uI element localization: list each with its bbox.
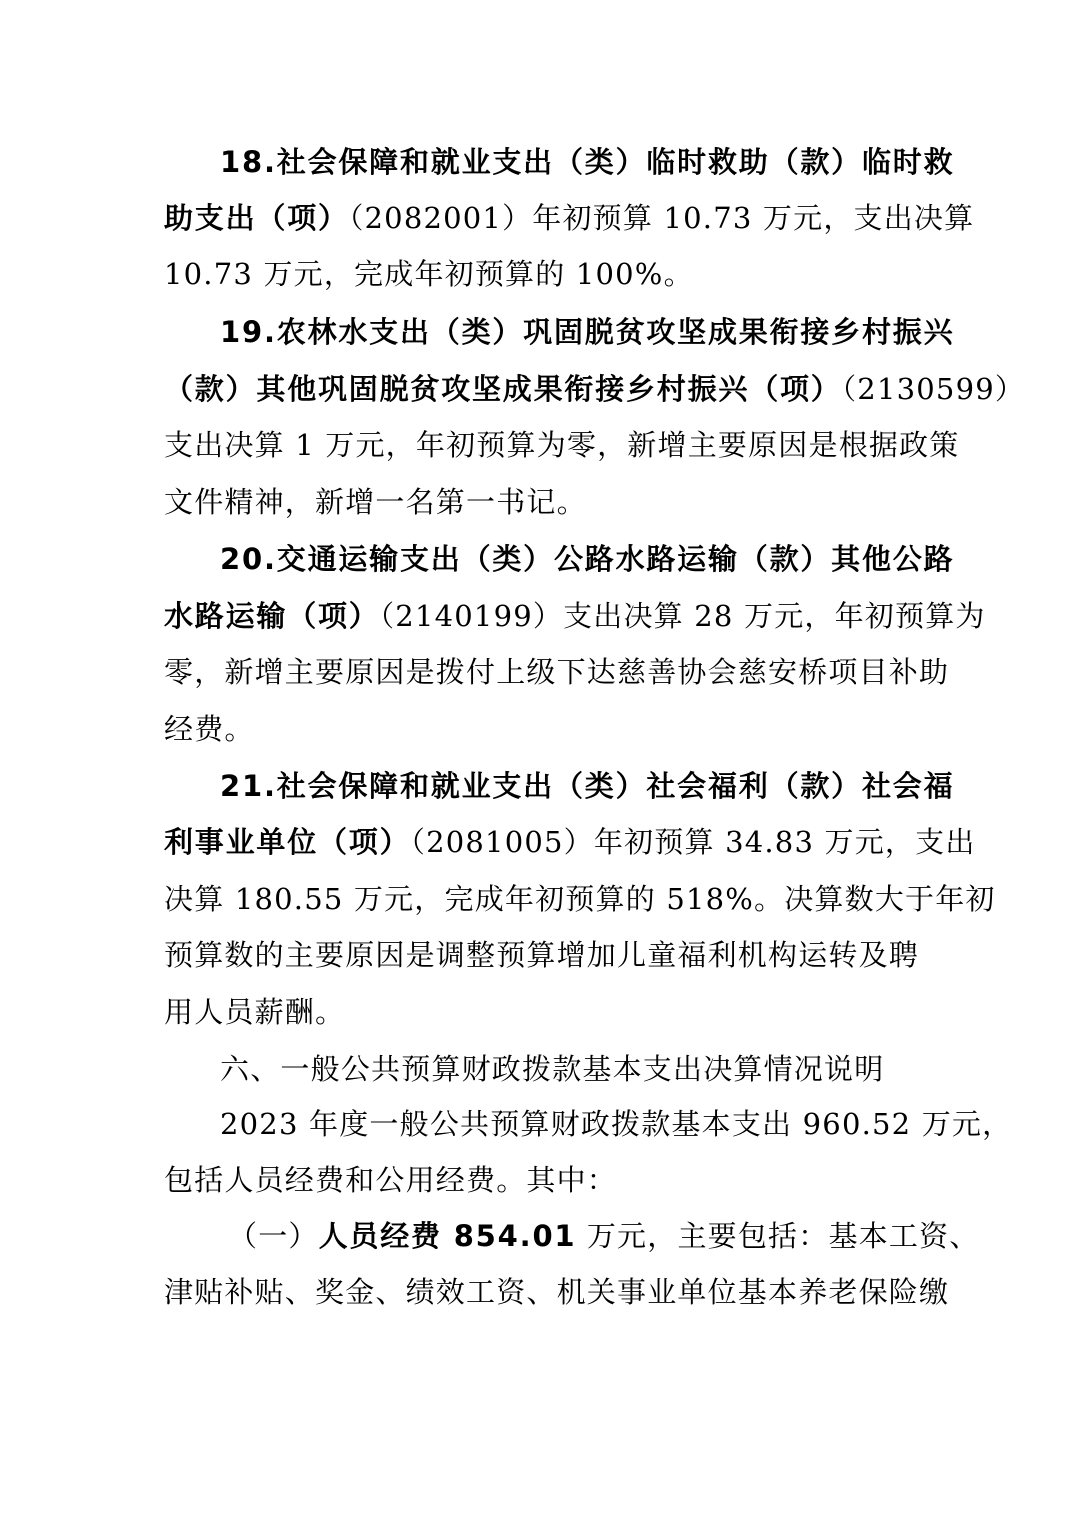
item-20-line-4 <box>164 709 912 749</box>
section-para-1-line-2: 包括人员经费和公用经费。其中： <box>164 1163 618 1197</box>
item-20-line-3 <box>164 652 950 692</box>
item-21-line-3 <box>164 879 996 919</box>
item-19-title-bold-cont: （款）其他巩固脱贫攻坚成果衔接乡村振兴（项） <box>164 372 842 406</box>
item-21-line-1 <box>164 766 955 806</box>
item-21-text-end: 用人员薪酬。 <box>164 995 346 1029</box>
item-18-line-2 <box>164 198 975 238</box>
item-18-line-3 <box>164 254 912 294</box>
item-19-line-2 <box>164 369 1026 409</box>
item-18-title-bold: 18.社会保障和就业支出（类）临时救助（款）临时救 <box>220 145 955 179</box>
item-20-title-bold-cont: 水路运输（项） <box>164 599 380 633</box>
item-20-text-cont: 零，新增主要原因是拨付上级下达慈善协会慈安桥项目补助 <box>164 655 950 689</box>
item-19-title-bold: 19.农林水支出（类）巩固脱贫攻坚成果衔接乡村振兴 <box>220 315 955 349</box>
para-2-rest: 万元，主要包括：基本工资、 <box>576 1219 980 1253</box>
item-21-line-4 <box>164 935 920 975</box>
item-21-line-2 <box>164 822 976 862</box>
item-18-line-1 <box>164 142 955 182</box>
section-para-2-line-2: 津贴补贴、奖金、绩效工资、机关事业单位基本养老保险缴 <box>164 1275 950 1309</box>
item-18-text-cont: 10.73 万元，完成年初预算的 100%。 <box>164 257 694 291</box>
item-20-line-2 <box>164 596 986 636</box>
item-19-code: （2130599） <box>841 372 1026 406</box>
item-21-text: （2081005）年初预算 34.83 万元，支出 <box>410 825 976 859</box>
item-21-line-5 <box>164 992 912 1032</box>
item-20-title-bold: 20.交通运输支出（类）公路水路运输（款）其他公路 <box>220 542 955 576</box>
item-19-line-1 <box>164 312 955 352</box>
item-19-text-cont: 文件精神，新增一名第一书记。 <box>164 485 587 519</box>
item-19-line-3 <box>164 425 960 465</box>
item-20-text: （2140199）支出决算 28 万元，年初预算为 <box>379 599 986 633</box>
section-para-2-line-1 <box>164 1216 980 1256</box>
para-2-prefix: （一） <box>228 1219 319 1253</box>
item-18-title-bold-cont: 助支出（项） <box>164 201 349 235</box>
item-21-text-cont: 决算 180.55 万元，完成年初预算的 518%。决算数大于年初 <box>164 882 996 916</box>
item-21-text-cont-2: 预算数的主要原因是调整预算增加儿童福利机构运转及聘 <box>164 938 920 972</box>
item-19-line-4 <box>164 482 912 522</box>
item-20-text-end: 经费。 <box>164 712 255 746</box>
item-19-text: 支出决算 1 万元，年初预算为零，新增主要原因是根据政策 <box>164 428 960 462</box>
section-para-1-line-1: 2023 年度一般公共预算财政拨款基本支出 960.52 万元， <box>220 1107 1013 1141</box>
para-2-bold: 人员经费 854.01 <box>318 1219 577 1253</box>
item-21-title-bold: 21.社会保障和就业支出（类）社会福利（款）社会福 <box>220 769 955 803</box>
item-21-title-bold-cont: 利事业单位（项） <box>164 825 411 859</box>
item-20-line-1 <box>164 539 955 579</box>
item-18-text: （2082001）年初预算 10.73 万元，支出决算 <box>348 201 975 235</box>
section-heading: 六、一般公共预算财政拨款基本支出决算情况说明 <box>220 1052 885 1086</box>
